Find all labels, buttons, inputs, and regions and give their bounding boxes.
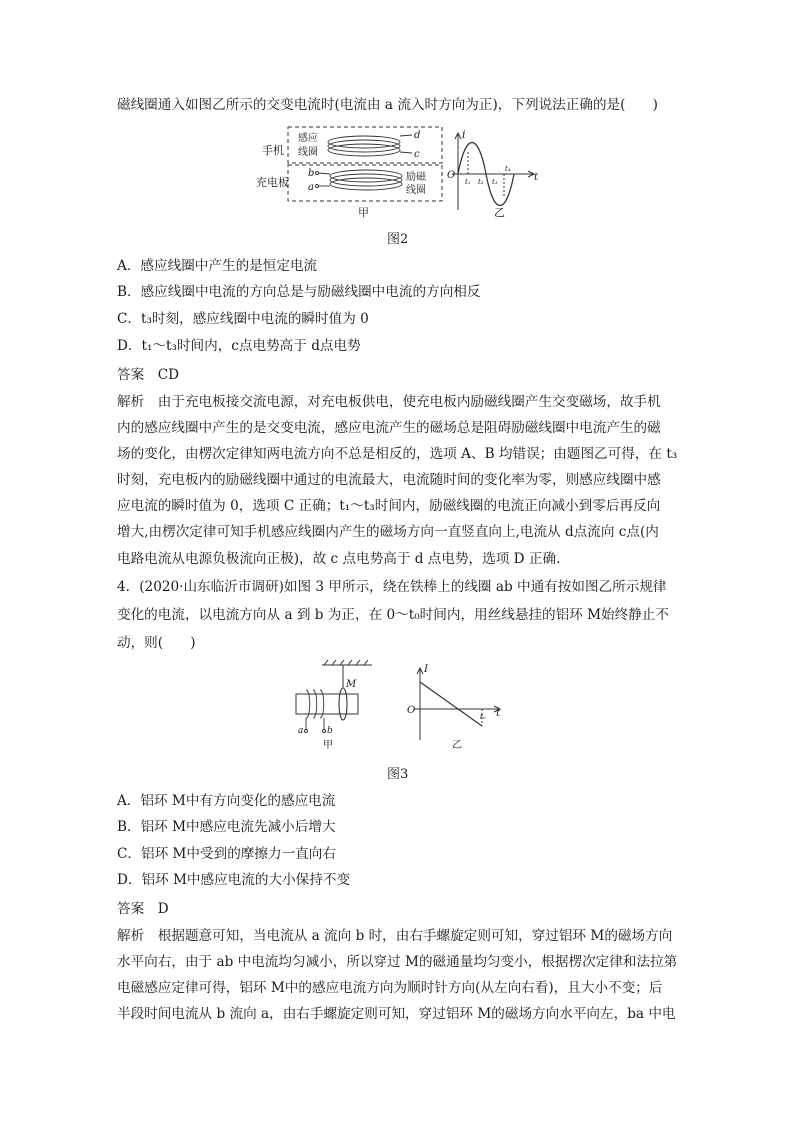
excite-label-1: 励磁 xyxy=(406,172,426,183)
q3-analysis-line: 解析 由于充电板接交流电源，对充电板供电，使充电板内励磁线圈产生交变磁场，故手机 xyxy=(117,394,661,410)
origin-label-3: O xyxy=(407,705,416,716)
axis-i-label: i xyxy=(462,128,466,141)
induct-label-2: 线圈 xyxy=(298,147,318,158)
figure-2-caption: 图2 xyxy=(387,232,409,247)
q4-stem-line: 4．(2020·山东临沂市调研)如图 3 甲所示，绕在铁棒上的线圈 ab 中通有按如图乙所示规律 xyxy=(117,579,667,595)
fig3-sub-yi: 乙 xyxy=(452,740,462,751)
q3-analysis-line: 时刻，充电板内的励磁线圈中通过的电流最大，电流随时间的变化率为零，则感应线圈中感 xyxy=(117,472,661,488)
fig3-terminal-b: b xyxy=(327,726,333,736)
axis-I-label: I xyxy=(424,664,428,675)
figure-3 xyxy=(0,660,794,752)
induct-label-1: 感应 xyxy=(298,133,318,144)
q4-option-d: D．铝环 M中感应电流的大小保持不变 xyxy=(117,872,351,888)
q3-option-c: C．t₃时刻，感应线圈中电流的瞬时值为 0 xyxy=(117,311,369,327)
figure-3-caption: 图3 xyxy=(387,767,409,782)
origin-label: O xyxy=(447,170,456,181)
It-graph xyxy=(414,668,500,740)
phone-label: 手机 xyxy=(262,144,284,157)
induction-coil xyxy=(328,135,412,156)
terminal-a: a xyxy=(308,182,314,193)
iron-rod xyxy=(296,694,358,714)
q4-option-a: A．铝环 M中有方向变化的感应电流 xyxy=(117,793,336,809)
rod-coil xyxy=(305,690,326,733)
terminal-b: b xyxy=(308,168,315,179)
tick-t0: t₀ xyxy=(480,713,486,721)
q3-option-b: B．感应线圈中电流的方向总是与励磁线圈中电流的方向相反 xyxy=(117,284,481,300)
q3-stem-tail: 磁线圈通入如图乙所示的交变电流时(电流由 a 流入时方向为正)，下列说法正确的是( ) xyxy=(117,97,658,113)
excitation-coil xyxy=(316,170,403,190)
q4-option-c: C．铝环 M中受到的摩擦力一直向右 xyxy=(117,846,336,862)
axis-t-label-3: t xyxy=(496,708,501,719)
tick-t2: t₂ xyxy=(478,178,484,186)
q3-analysis-line: 增大,由楞次定律可知手机感应线圈内产生的磁场方向一直竖直向上,电流从 d点流向 c点(内 xyxy=(117,524,659,540)
board-label: 充电板 xyxy=(256,176,289,189)
q4-stem-line: 动，则( ) xyxy=(117,635,196,651)
q3-answer: 答案 CD xyxy=(117,367,180,383)
q4-analysis-line: 半段时间电流从 b 流向 a，由右手螺旋定则可知，穿过铝环 M的磁场方向水平向左，ba 中电 xyxy=(117,1006,676,1022)
tick-t1: t₁ xyxy=(465,178,471,186)
q3-analysis-line: 内的感应线圈中产生的是交变电流，感应电流产生的磁场总是阻碍励磁线圈中电流产生的磁 xyxy=(117,420,661,436)
tick-t4: t₄ xyxy=(505,165,511,173)
q3-option-d: D．t₁～t₃时间内，c点电势高于 d点电势 xyxy=(117,338,361,354)
excite-label-2: 线圈 xyxy=(406,185,426,196)
q4-stem-line: 变化的电流，以电流方向从 a 到 b 为正，在 0～t₀时间内，用丝线悬挂的铝环 M始终静止不 xyxy=(117,607,669,623)
q3-analysis-line: 电路电流从电源负极流向正极)，故 c 点电势高于 d 点电势，选项 D 正确. xyxy=(117,551,561,567)
q4-analysis-line: 电磁感应定律可得，铝环 M中的感应电流方向为顺时针方向(从左向右看)，且大小不变；后 xyxy=(117,980,663,996)
it-graph xyxy=(452,133,534,210)
aluminum-ring xyxy=(339,688,347,720)
fig2-sub-yi: 乙 xyxy=(494,206,505,219)
q4-analysis-line: 解析 根据题意可知，当电流从 a 流向 b 时，由右手螺旋定则可知，穿过铝环 M的磁场方向 xyxy=(117,928,673,944)
fig2-sub-jia: 甲 xyxy=(358,206,369,219)
label-M: M xyxy=(346,679,357,690)
q3-analysis-line: 应电流的瞬时值为 0，选项 C 正确；t₁～t₃时间内，励磁线圈的电流正向减小到零后再反向 xyxy=(117,498,661,514)
terminal-c: c xyxy=(414,149,420,160)
terminal-d: d xyxy=(414,130,421,141)
figure-2 xyxy=(0,124,794,224)
q4-answer: 答案 D xyxy=(117,901,169,917)
tick-t3: t₃ xyxy=(492,178,498,186)
q4-analysis-line: 水平向右，由于 ab 中电流均匀减小，所以穿过 M的磁通量均匀变小，根据楞次定律和法拉第 xyxy=(117,954,678,970)
q4-option-b: B．铝环 M中感应电流先减小后增大 xyxy=(117,819,336,835)
q3-option-a: A．感应线圈中产生的是恒定电流 xyxy=(117,258,318,274)
q3-analysis-line: 场的变化，由楞次定律知两电流方向不总是相反的，选项 A、B 均错误；由题图乙可得，在 t₃ xyxy=(117,446,678,462)
fig3-terminal-a: a xyxy=(298,726,304,736)
fig3-sub-jia: 甲 xyxy=(323,740,333,751)
axis-t-label: t xyxy=(534,172,539,183)
